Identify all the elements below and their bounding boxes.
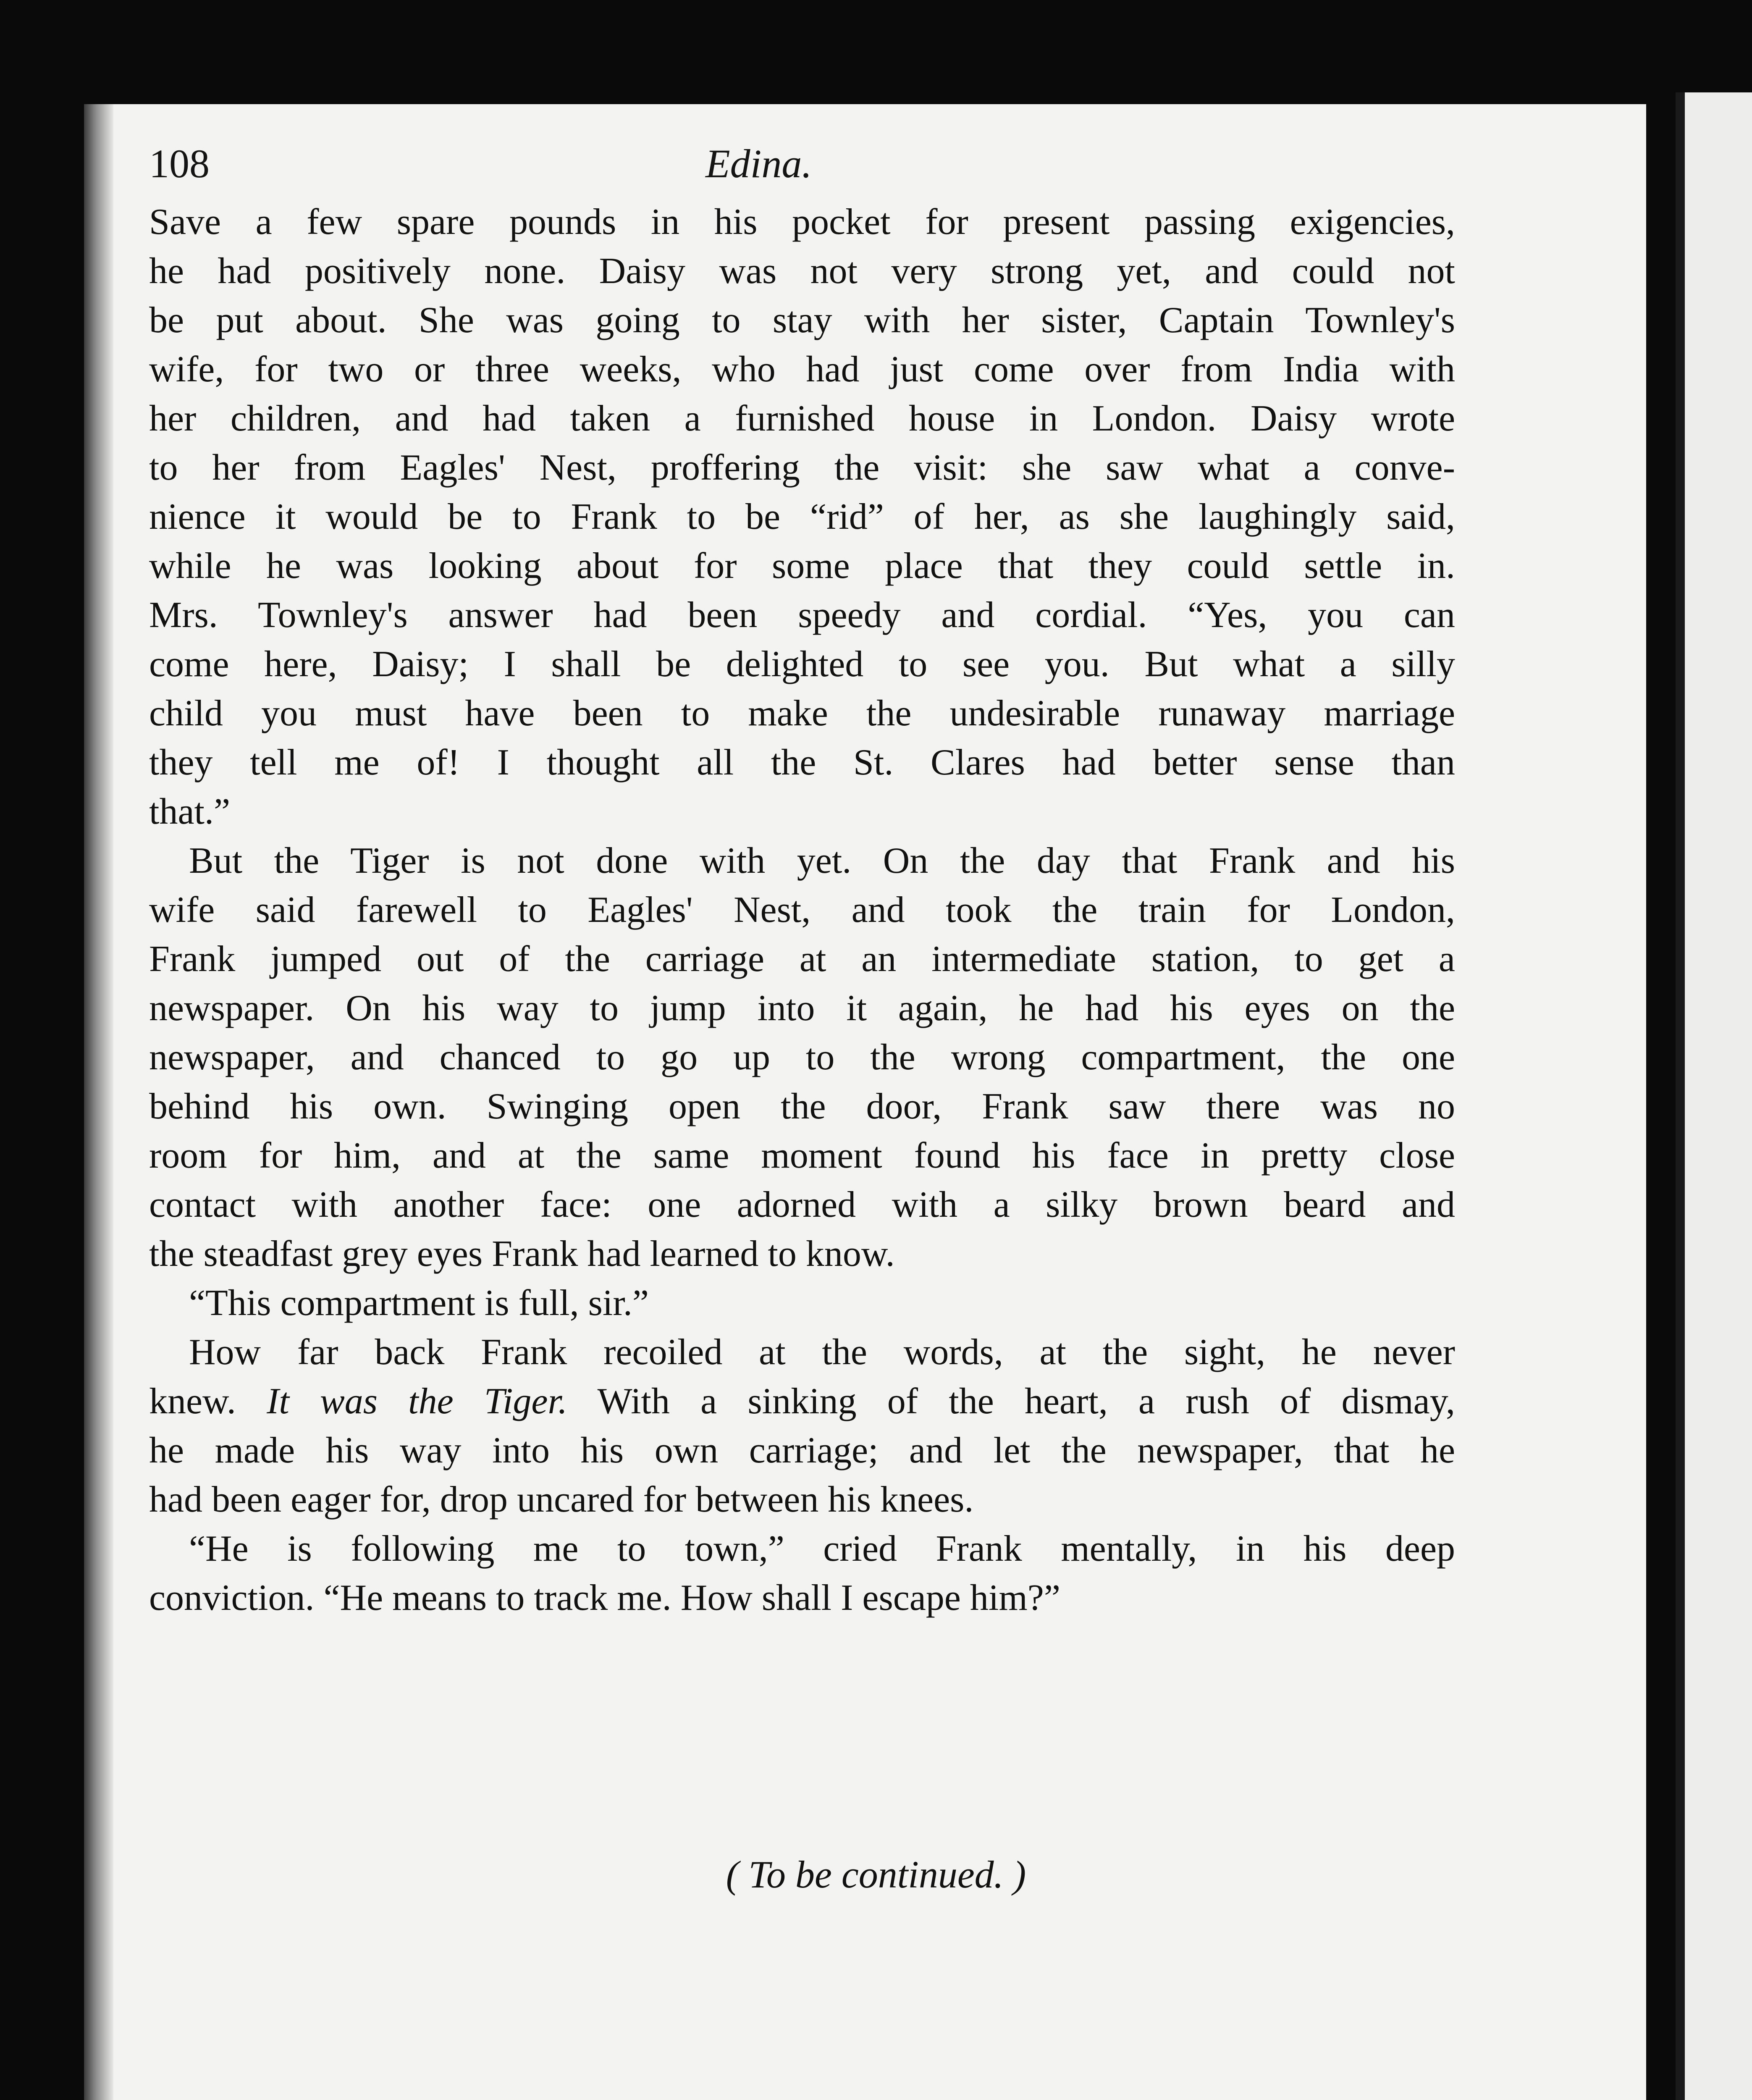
text-line: he had positively none. Daisy was not very strong yet, and could not: [149, 251, 1455, 291]
text-line: had been eager for, drop uncared for between his knees.: [149, 1479, 974, 1520]
dialogue-line: “This compartment is full, sir.”: [189, 1283, 649, 1323]
running-title: Edina.: [706, 141, 812, 186]
text-line: her children, and had taken a furnished house in London. Daisy wrote: [149, 398, 1455, 439]
text-line: they tell me of! I thought all the St. Clares had better sense than: [149, 742, 1455, 783]
text-line: to her from Eagles' Nest, proffering the visit: she saw what a conve-: [149, 447, 1455, 488]
to-be-continued-notice: ( To be continued. ): [726, 1853, 1026, 1896]
text-run: knew.: [149, 1381, 267, 1422]
text-line: conviction. “He means to track me. How shall I escape him?”: [149, 1578, 1060, 1618]
text-line: child you must have been to make the undesirable runaway marriage: [149, 693, 1455, 734]
text-line: he made his way into his own carriage; and let the newspaper, that he: [149, 1430, 1455, 1471]
page-left-edge: [84, 104, 113, 2100]
text-run: With a sinking of the heart, a rush of dismay,: [567, 1381, 1455, 1422]
facing-page-edge: [1676, 92, 1752, 2100]
text-line-mixed: [149, 1377, 1455, 1426]
text-line: room for him, and at the same moment found his face in pretty close: [149, 1135, 1455, 1176]
text-line: wife said farewell to Eagles' Nest, and took the train for London,: [149, 890, 1455, 930]
text-line: come here, Daisy; I shall be delighted to see you. But what a silly: [149, 644, 1455, 685]
text-line: the steadfast grey eyes Frank had learned to know.: [149, 1234, 895, 1274]
text-line: But the Tiger is not done with yet. On the day that Frank and his: [189, 840, 1455, 881]
text-line: Mrs. Townley's answer had been speedy and cordial. “Yes, you can: [149, 595, 1455, 635]
running-head: [0, 139, 1752, 189]
text-line: contact with another face: one adorned with a silky brown beard and: [149, 1184, 1455, 1225]
text-line: newspaper. On his way to jump into it again, he had his eyes on the: [149, 988, 1455, 1029]
text-line: that.”: [149, 791, 231, 832]
page-number: 108: [149, 141, 210, 186]
text-line: be put about. She was going to stay with her sister, Captain Townley's: [149, 300, 1455, 341]
italic-phrase: It was the Tiger.: [267, 1381, 567, 1422]
text-line: behind his own. Swinging open the door, Frank saw there was no: [149, 1086, 1455, 1127]
text-line: “He is following me to town,” cried Frank mentally, in his deep: [189, 1528, 1455, 1569]
body-text: [149, 197, 1455, 1622]
text-line: wife, for two or three weeks, who had just come over from India with: [149, 349, 1455, 390]
text-line: Save a few spare pounds in his pocket for present passing exigencies,: [149, 202, 1455, 242]
text-line: while he was looking about for some place that they could settle in.: [149, 546, 1455, 586]
text-line: Frank jumped out of the carriage at an intermediate station, to get a: [149, 939, 1455, 979]
text-line: nience it would be to Frank to be “rid” of her, as she laughingly said,: [149, 496, 1455, 537]
text-line: newspaper, and chanced to go up to the wrong compartment, the one: [149, 1037, 1455, 1078]
text-line: How far back Frank recoiled at the words, at the sight, he never: [189, 1332, 1455, 1373]
